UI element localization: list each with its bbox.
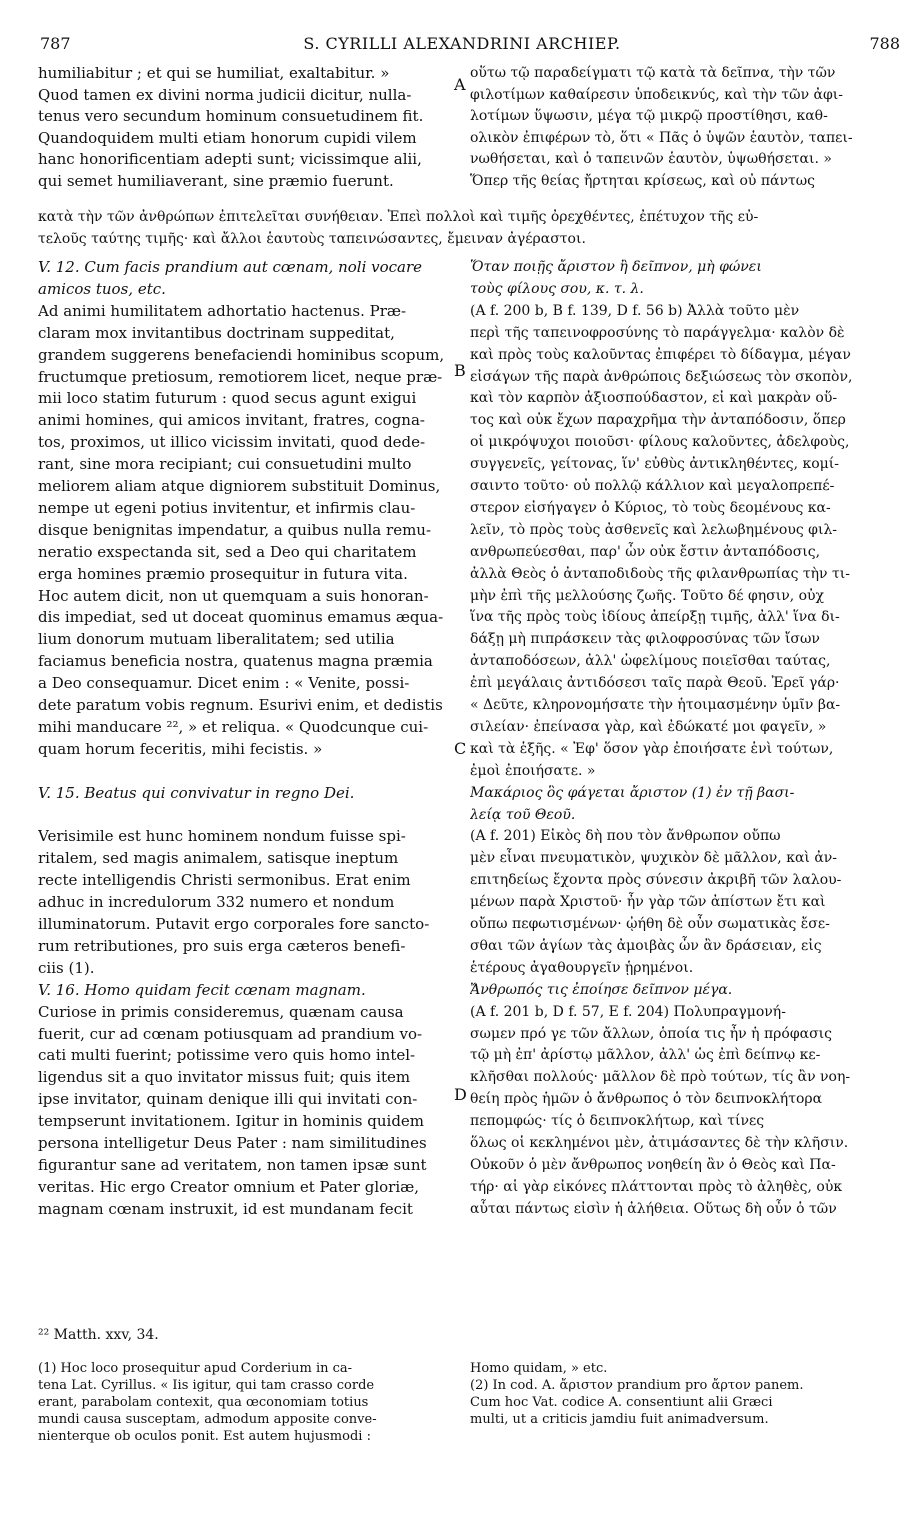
footnote-right-line-4: multi, ut a criticis jamdiu fuit animadversum.	[470, 1412, 769, 1427]
greek-line-34: Ἄνθρωπός τις ἐποίησε δεῖπνον μέγα.	[470, 981, 733, 998]
footnote-left-line-2: tena Lat. Cyrillus. « Iis igitur, qui tam crasso corde	[38, 1378, 375, 1393]
greek-line-26: λείᾳ τοῦ Θεοῦ.	[470, 806, 576, 823]
latin-line-9: tos, proximos, ut illico vicissim invitati, quod dede-	[38, 433, 426, 452]
greek-line-7: καὶ τὸν καρπὸν ἀξιοσπούδαστον, εἰ καὶ μακρὰν οὕ-	[470, 390, 838, 407]
latin-line-3: Ad animi humilitatem adhortatio hactenus. Præ-	[38, 301, 407, 320]
latin-line-28: ritalem, sed magis animalem, satisque ineptum	[38, 849, 399, 868]
footnote-right-line-2: (2) In cod. A. ἄριστον prandium pro ἄρτον panem.	[470, 1378, 804, 1393]
greek-line-4: περὶ τῆς ταπεινοφροσύνης τὸ παράγγελμα· καλὸν δὲ	[470, 324, 845, 341]
latin-line-5: grandem suggerens benefaciendi hominibus scopum,	[38, 345, 445, 364]
greek-line-21: « Δεῦτε, κληρονομήσατε τὴν ἡτοιμασμένην ὑμῖν βα-	[470, 697, 841, 713]
latin-line-24	[38, 760, 458, 782]
latin-line-41: persona intelligetur Deus Pater : nam similitudines	[38, 1134, 427, 1152]
latin-line-6: fructumque pretiosum, remotiorem licet, neque præ-	[38, 367, 443, 386]
greek-line-27: (A f. 201) Εἰκὸς δὴ που τὸν ἄνθρωπον οὔπω	[470, 828, 781, 845]
latin-line-19: faciamus beneficia nostra, quatenus magna præmia	[38, 652, 433, 671]
greek-line-24: ἐμοὶ ἐποιήσατε. »	[470, 762, 596, 779]
greek-line-12: στερον εἰσήγαγεν ὁ Κύριος, τὸ τοὺς δεομένους κα-	[470, 499, 831, 516]
latin-line-18: lium donorum mutuam liberalitatem; sed utilia	[38, 630, 395, 649]
footnote-right-line-3: Cum hoc Vat. codice A. consentiunt alii Græci	[470, 1395, 773, 1410]
latin-line-40: tempserunt invitationem. Igitur in hominis quidem	[38, 1112, 425, 1131]
latin-line-12: nempe ut egeni potius invitentur, et infirmis clau-	[38, 498, 416, 517]
latin-line-33: ciis (1).	[38, 958, 95, 977]
greek-line-30: μένων παρὰ Χριστοῦ· ἦν γὰρ τῶν ἀπίστων ἔτι καὶ	[470, 894, 826, 911]
greek-line-15: ἀλλὰ Θεὸς ὁ ἀνταποδιδοὺς τῆς φιλανθρωπίας τὴν τι-	[470, 565, 850, 582]
latin-line-1: V. 12. Cum facis prandium aut cœnam, noli vocare	[38, 258, 423, 276]
greek-line-44: αὗται πάντως εἰσὶν ἡ ἀλήθεια. Οὕτως δὴ οὖν ὁ τῶν	[470, 1200, 837, 1217]
latin-line-4: claram mox invitantibus doctrinam suppeditat,	[38, 323, 395, 342]
greek-line-22: σιλείαν· ἐπείνασα γὰρ, καὶ ἐδώκατέ μοι φαγεῖν, »	[470, 718, 827, 735]
footnote-left-line-5: nienterque ob oculos ponit. Est autem hujusmodi :	[38, 1429, 371, 1444]
greek-top-line-6: Ὅπερ τῆς θείας ἤρτηται κρίσεως, καὶ οὐ πάντως	[470, 172, 815, 189]
full-width-line-2: τελοῦς ταύτης τιμῆς· καὶ ἄλλοι ἑαυτοὺς ταπεινώσαντες, ἔμειναν ἀγέραστοι.	[38, 231, 586, 247]
footnote-left-line-3: erant, parabolam contexit, qua œconomiam totius	[38, 1395, 369, 1410]
latin-line-26	[38, 804, 458, 826]
greek-line-35: (A f. 201 b, D f. 57, E f. 204) Πολυπραγμονή-	[470, 1003, 786, 1020]
latin-line-23: quam horum feceritis, mihi fecistis. »	[38, 739, 323, 758]
latin-line-20: a Deo consequamur. Dicet enim : « Venite, possi-	[38, 674, 410, 693]
latin-line-11: meliorem aliam atque digniorem substituit Dominus,	[38, 477, 441, 495]
footnote-left-line-4: mundi causa susceptam, admodum apposite conve-	[38, 1412, 377, 1427]
latin-line-2: amicos tuos, etc.	[38, 279, 166, 298]
latin-line-36: fuerit, cur ad cœnam potiusquam ad prandium vo-	[38, 1024, 423, 1043]
greek-line-41: ὅλως οἱ κεκλημένοι μὲν, ἀτιμάσαντες δὲ τὴν κλῆσιν.	[470, 1135, 849, 1151]
latin-top-line-4: Quandoquidem multi etiam honorum cupidi vilem	[38, 128, 417, 147]
latin-line-29: recte intelligendis Christi sermonibus. Erat enim	[38, 871, 411, 890]
scripture-footnote: ²² Matth. xxv, 34.	[38, 1327, 159, 1343]
latin-line-13: disque benignitas impendatur, a quibus nulla remu-	[38, 520, 432, 539]
footnote-left-line-1: (1) Hoc loco prosequitur apud Corderium in ca-	[38, 1361, 353, 1376]
latin-top-line-3: tenus vero secundum hominum consuetudinem fit.	[38, 107, 424, 125]
greek-line-40: πεπομφώς· τίς ὁ δειπνοκλήτωρ, καὶ τίνες	[470, 1113, 765, 1130]
greek-line-8: τος καὶ οὐκ ἔχων παραχρῆμα τὴν ἀνταπόδοσιν, ὅπερ	[470, 412, 846, 429]
greek-line-11: σαιντο τοῦτο· οὐ πολλῷ κάλλιον καὶ μεγαλοπρεπέ-	[470, 478, 835, 494]
greek-line-36: σωμεν πρό γε τῶν ἄλλων, ὁποία τις ἦν ἡ πρόφασις	[470, 1025, 832, 1042]
greek-line-42: Οὐκοῦν ὁ μὲν ἄνθρωπος νοηθείη ἂν ὁ Θεὸς καὶ Πα-	[470, 1156, 836, 1173]
latin-line-27: Verisimile est hunc hominem nondum fuisse spi-	[38, 827, 406, 846]
latin-top-line-5: hanc honorificentiam adepti sunt; vicissimque alii,	[38, 150, 422, 168]
greek-top-line-3: λοτίμων ὕψωσιν, μέγα τῷ μικρῷ προστίθησι, καθ-	[470, 108, 828, 124]
running-title: S. CYRILLI ALEXANDRINI ARCHIEP.	[303, 34, 621, 53]
greek-line-3: (A f. 200 b, B f. 139, D f. 56 b) Ἀλλὰ τοῦτο μὲν	[470, 302, 800, 319]
latin-line-14: neratio exspectanda sit, sed a Deo qui charitatem	[38, 542, 417, 561]
greek-line-29: επιτηδείως ἔχοντα πρὸς σύνεσιν ἀκριβῆ τῶν λαλου-	[470, 872, 842, 889]
latin-line-16: Hoc autem dicit, non ut quemquam a suis honoran-	[38, 586, 429, 605]
page-number-right: 788	[869, 34, 900, 53]
margin-letter-b: B	[454, 361, 466, 380]
greek-line-10: συγγενεῖς, γείτονας, ἵν' εὐθὺς ἀντικληθέντες, κομί-	[470, 456, 839, 473]
margin-letter-a: A	[454, 75, 466, 94]
latin-line-15: erga homines præmio prosequitur in futura vita.	[38, 564, 408, 583]
latin-top-line-1: humiliabitur ; et qui se humiliat, exaltabitur. »	[38, 64, 390, 82]
greek-line-16: μὴν ἐπὶ τῆς μελλούσης ζωῆς. Τοῦτο δέ φησιν, οὐχ	[470, 587, 825, 604]
greek-line-43: τήρ· αἱ γὰρ εἰκόνες πλάττονται πρὸς τὸ ἀληθὲς, οὐκ	[470, 1178, 843, 1195]
latin-line-42: figurantur sane ad veritatem, non tamen ipsæ sunt	[38, 1155, 427, 1174]
latin-line-22: mihi manducare ²², » et reliqua. « Quodcunque cui-	[38, 717, 429, 736]
latin-line-39: ipse invitator, quinam denique illi qui invitati con-	[38, 1090, 418, 1109]
latin-line-43: veritas. Hic ergo Creator omnium et Pater gloriæ,	[38, 1177, 419, 1196]
greek-line-19: ἀνταποδόσεων, ἀλλ' ὠφελίμους ποιεῖσθαι ταύτας,	[470, 653, 831, 670]
margin-letter-d: D	[454, 1085, 467, 1104]
latin-line-30: adhuc in incredulorum 332 numero et nondum	[38, 893, 395, 912]
greek-line-38: κλῆσθαι πολλούς· μᾶλλον δὲ πρὸ τούτων, τίς ἂν νοη-	[470, 1069, 851, 1086]
greek-top-line-1: οὕτω τῷ παραδείγματι τῷ κατὰ τὰ δεῖπνα, τὴν τῶν	[470, 65, 836, 81]
greek-line-23: καὶ τὰ ἑξῆς. « Ἐφ' ὅσον γὰρ ἐποιήσατε ἑνὶ τούτων,	[470, 740, 834, 757]
greek-line-1: Ὅταν ποιῇς ἄριστον ἢ δεῖπνον, μὴ φώνει	[470, 259, 762, 275]
greek-line-14: ανθρωπεύεσθαι, παρ' ὧν οὐκ ἔστιν ἀνταπόδοσις,	[470, 543, 821, 560]
greek-line-9: οἱ μικρόψυχοι ποιοῦσι· φίλους καλοῦντες, ἀδελφοὺς,	[470, 434, 850, 451]
greek-line-37: τῷ μὴ ἐπ' ἀρίστῳ μᾶλλον, ἀλλ' ὡς ἐπὶ δείπνῳ κε-	[470, 1047, 821, 1064]
greek-line-6: εἰσάγων τῆς παρὰ ἀνθρώποις δεξιώσεως τὸν σκοπὸν,	[470, 368, 853, 385]
footnote-right-line-1: Homo quidam, » etc.	[470, 1361, 608, 1376]
latin-line-32: rum retributiones, pro suis erga cæteros benefi-	[38, 936, 406, 955]
greek-line-5: καὶ πρὸς τοὺς καλοῦντας ἐπιφέρει τὸ δίδαγμα, μέγαν	[470, 346, 851, 363]
latin-line-21: dete paratum vobis regnum. Esurivi enim, et dedistis	[38, 696, 443, 714]
greek-line-31: οὔπω πεφωτισμένων· ᾠήθη δὲ οὖν σωματικὰς ἔσε-	[470, 916, 830, 932]
latin-line-31: illuminatorum. Putavit ergo corporales fore sancto-	[38, 915, 430, 933]
greek-line-20: ἐπὶ μεγάλαις ἀντιδόσεσι ταῖς παρὰ Θεοῦ. Ἐρεῖ γάρ·	[470, 675, 840, 692]
latin-line-25: V. 15. Beatus qui convivatur in regno Dei.	[38, 783, 355, 802]
greek-line-13: λεῖν, τὸ πρὸς τοὺς ἀσθενεῖς καὶ λελωβημένους φιλ-	[470, 521, 838, 538]
greek-top-line-5: νωθήσεται, καὶ ὁ ταπεινῶν ἑαυτὸν, ὑψωθήσεται. »	[470, 151, 832, 167]
full-width-line-1: κατὰ τὴν τῶν ἀνθρώπων ἐπιτελεῖται συνήθειαν. Ἐπεὶ πολλοὶ καὶ τιμῆς ὀρεχθέντες, ἐπέτυχον τῆς εὐ-	[38, 209, 759, 225]
latin-line-8: animi homines, qui amicos invitant, fratres, cogna-	[38, 411, 425, 430]
greek-line-17: ἵνα τῆς πρὸς τοὺς ἰδίους ἀπείρξῃ τιμῆς, ἀλλ' ἵνα δι-	[470, 609, 840, 626]
latin-line-34: V. 16. Homo quidam fecit cœnam magnam.	[38, 980, 366, 999]
greek-line-33: ἑτέρους ἀγαθουργεῖν ᾑρημένοι.	[470, 959, 694, 976]
greek-top-line-4: ολικὸν ἐπιφέρων τὸ, ὅτι « Πᾶς ὁ ὑψῶν ἑαυτὸν, ταπει-	[470, 129, 853, 146]
latin-line-38: ligendus sit a quo invitator missus fuit; quis item	[38, 1068, 411, 1087]
latin-top-line-2: Quod tamen ex divini norma judicii dicitur, nulla-	[38, 85, 412, 104]
latin-line-37: cati multi fuerint; potissime vero quis homo intel-	[38, 1046, 416, 1065]
greek-line-25: Μακάριος ὃς φάγεται ἄριστον (1) ἐν τῇ βασι-	[470, 784, 795, 801]
greek-line-18: δάξῃ μὴ πιπράσκειν τὰς φιλοφροσύνας τῶν ἴσων	[470, 631, 820, 648]
greek-line-39: θείη πρὸς ἡμῶν ὁ ἄνθρωπος ὁ τὸν δειπνοκλήτορα	[470, 1091, 823, 1108]
greek-line-2: τοὺς φίλους σου, κ. τ. λ.	[470, 280, 644, 297]
latin-line-17: dis impediat, sed ut doceat quominus emamus æqua-	[38, 608, 444, 627]
page-number-left: 787	[40, 34, 71, 53]
latin-line-7: mii loco statim futurum : quod secus agunt exigui	[38, 389, 417, 408]
latin-line-35: Curiose in primis consideremus, quænam causa	[38, 1002, 404, 1021]
latin-line-10: rant, sine mora recipiant; cui consuetudini multo	[38, 455, 412, 474]
greek-line-28: μὲν εἶναι πνευματικὸν, ψυχικὸν δὲ μᾶλλον, καὶ ἀν-	[470, 850, 838, 867]
greek-line-32: σθαι τῶν ἁγίων τὰς ἀμοιβὰς ὧν ἂν δράσειαν, εἰς	[470, 937, 822, 954]
greek-top-line-2: φιλοτίμων καθαίρεσιν ὑποδεικνύς, καὶ τὴν τῶν ἀφι-	[470, 86, 844, 103]
latin-line-44: magnam cœnam instruxit, id est mundanam fecit	[38, 1199, 413, 1218]
margin-letter-c: C	[454, 739, 467, 758]
latin-top-line-6: qui semet humiliaverant, sine præmio fuerunt.	[38, 171, 394, 190]
